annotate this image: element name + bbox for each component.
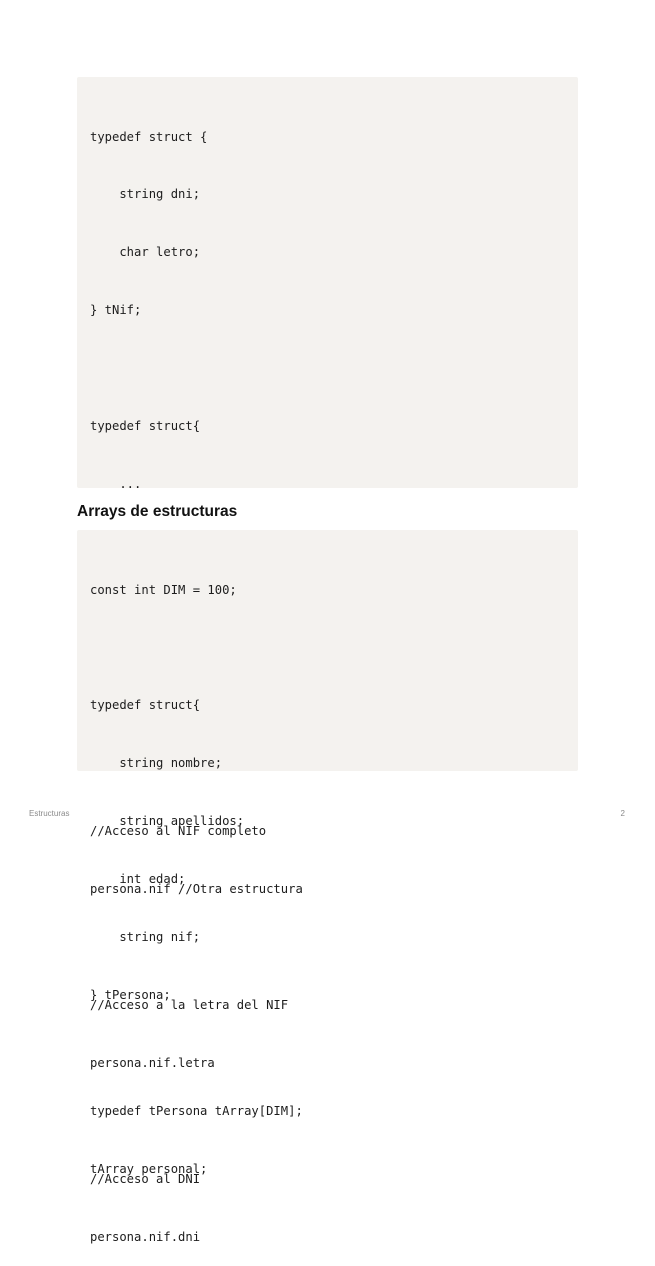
code-line	[90, 359, 565, 378]
code-line: //Acceso al NIF completo	[90, 824, 267, 839]
footer-page-number: 2	[620, 809, 625, 818]
section-heading: Arrays de estructuras	[77, 503, 238, 520]
code-line: char letro;	[90, 245, 201, 260]
code-line: string nombre;	[90, 756, 223, 771]
code-line: persona.nif.letra	[90, 1055, 215, 1070]
code-line: persona.nif.dni	[90, 1229, 201, 1244]
code-line	[90, 638, 565, 657]
code-line: string dni;	[90, 187, 201, 202]
code-line: } tNif;	[90, 303, 142, 318]
code-line: string nif;	[90, 929, 201, 944]
code-line	[90, 1044, 565, 1063]
code-line: persona.nif //Otra estructura	[90, 882, 303, 897]
code-line: ...	[90, 476, 142, 491]
code-line: typedef struct{	[90, 419, 201, 434]
code-line: //Acceso al DNI	[90, 1171, 201, 1186]
code-line: } tPersona;	[90, 987, 171, 1002]
code-line: typedef struct {	[90, 129, 208, 144]
code-line: const int DIM = 100;	[90, 582, 237, 597]
code-line: tArray personal;	[90, 1161, 208, 1176]
footer-chapter-title: Estructuras	[29, 809, 70, 818]
code-line: typedef tPersona tArray[DIM];	[90, 1103, 303, 1118]
code-line: typedef struct{	[90, 698, 201, 713]
code-line: //Acceso a la letra del NIF	[90, 997, 289, 1012]
code-line: int edad;	[90, 872, 186, 887]
code-line: string apellidos;	[90, 814, 245, 829]
